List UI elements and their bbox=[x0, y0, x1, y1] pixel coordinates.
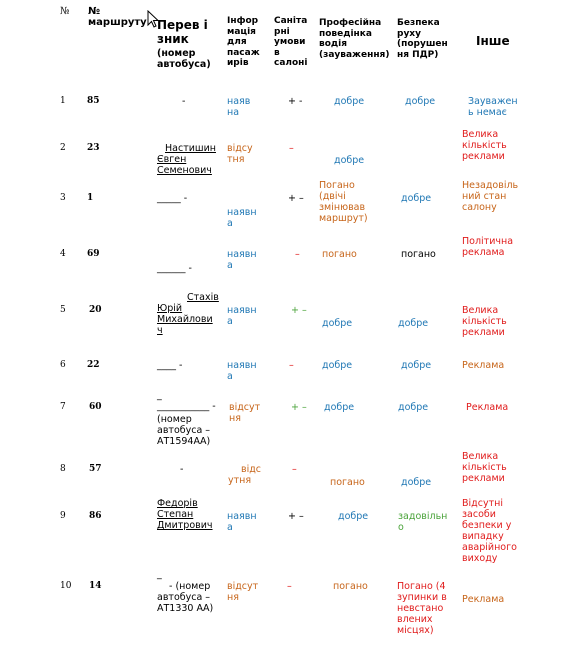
carrier: (номер автобуса – АТ1594АА) bbox=[157, 414, 211, 447]
passenger-info: наявн а bbox=[227, 207, 257, 229]
row-number: 6 bbox=[60, 360, 66, 370]
sanitary: – bbox=[287, 581, 292, 592]
header-safety: Безпека руху (порушен ня ПДР) bbox=[397, 18, 448, 60]
behavior: Погано (двічі змінював маршрут) bbox=[319, 180, 368, 224]
route-number: 23 bbox=[87, 143, 100, 153]
row-number: 5 bbox=[60, 305, 66, 315]
carrier: Стахів Юрій Михайлови ч bbox=[157, 292, 219, 336]
sanitary: – bbox=[292, 464, 297, 475]
route-number: 20 bbox=[89, 305, 102, 315]
passenger-info: наяв на bbox=[227, 96, 251, 118]
safety: погано bbox=[401, 249, 436, 260]
header-route: № маршруту bbox=[88, 6, 147, 28]
row-number: 8 bbox=[60, 464, 66, 474]
passenger-info: наявн а bbox=[227, 360, 257, 382]
behavior: добре bbox=[334, 155, 365, 166]
header-no: № bbox=[60, 6, 70, 17]
mouse-pointer-icon bbox=[147, 10, 159, 28]
passenger-info: наявн а bbox=[227, 249, 257, 271]
behavior: добре bbox=[322, 360, 353, 371]
route-number: 22 bbox=[87, 360, 100, 370]
route-number: 14 bbox=[89, 581, 102, 591]
other: Незадовіль ний стан салону bbox=[462, 180, 519, 213]
sanitary: + – bbox=[291, 402, 307, 413]
carrier: Настишин Євген Семенович bbox=[157, 143, 216, 176]
behavior: добре bbox=[338, 511, 369, 522]
row-number: 10 bbox=[60, 581, 72, 591]
route-number: 1 bbox=[87, 193, 94, 203]
passenger-info: відс утня bbox=[228, 464, 262, 486]
carrier-line: _ bbox=[157, 569, 162, 580]
other: Відсутні засоби безпеки у випадку аварійного виходу bbox=[462, 498, 517, 564]
route-number: 57 bbox=[89, 464, 102, 474]
other: Велика кількість реклами bbox=[462, 451, 507, 484]
header-other: Інше bbox=[476, 34, 510, 48]
carrier-line: _ ___________ - bbox=[157, 390, 216, 412]
passenger-info: відсут ня bbox=[227, 581, 259, 603]
row-number: 3 bbox=[60, 193, 66, 203]
behavior: погано bbox=[322, 249, 357, 260]
row-number: 9 bbox=[60, 511, 66, 521]
sanitary: + - bbox=[288, 96, 303, 107]
behavior: погано bbox=[333, 581, 368, 592]
other: Політична реклама bbox=[462, 236, 514, 258]
other: Реклама bbox=[462, 594, 505, 605]
sanitary: + – bbox=[288, 511, 304, 522]
passenger-info: відсу тня bbox=[227, 143, 253, 165]
other: Реклама bbox=[462, 360, 505, 371]
safety: задовільн о bbox=[398, 511, 448, 533]
route-number: 85 bbox=[87, 96, 100, 106]
route-number: 60 bbox=[89, 402, 102, 412]
passenger-info: відсут ня bbox=[229, 402, 261, 424]
route-number: 69 bbox=[87, 249, 100, 259]
safety: добре bbox=[398, 402, 429, 413]
passenger-info: наявн а bbox=[227, 511, 257, 533]
carrier: _____ - bbox=[157, 193, 188, 204]
row-number: 2 bbox=[60, 143, 66, 153]
safety: добре bbox=[401, 477, 432, 488]
header-carrier: Перев і зник bbox=[157, 18, 208, 46]
carrier: Федорів Степан Дмитрович bbox=[157, 498, 213, 531]
safety: Погано (4 зупинки в невстано влених місцях) bbox=[397, 581, 447, 636]
carrier: - bbox=[182, 96, 186, 107]
passenger-info: наявн а bbox=[227, 305, 257, 327]
sanitary: – bbox=[289, 143, 294, 154]
safety: добре bbox=[398, 318, 429, 329]
carrier: - bbox=[180, 464, 184, 475]
row-number: 7 bbox=[60, 402, 66, 412]
behavior: добре bbox=[324, 402, 355, 413]
sanitary: – bbox=[289, 360, 294, 371]
carrier: - (номер автобуса – АТ1330 АА) bbox=[157, 581, 214, 614]
sanitary: + – bbox=[288, 193, 304, 204]
row-number: 4 bbox=[60, 249, 66, 259]
carrier: ______ - bbox=[157, 263, 192, 274]
header-carrier-sub: (номер автобуса) bbox=[157, 48, 211, 70]
behavior: добре bbox=[322, 318, 353, 329]
header-info: Інфор мація для пасаж ирів bbox=[227, 16, 260, 68]
sanitary: + – bbox=[291, 305, 307, 316]
safety: добре bbox=[401, 360, 432, 371]
other: Реклама bbox=[466, 402, 509, 413]
header-behavior: Професійна поведінка водія (зауваження) bbox=[319, 18, 390, 60]
row-number: 1 bbox=[60, 96, 66, 106]
header-sanitary: Саніта рні умови в салоні bbox=[274, 16, 308, 68]
behavior: добре bbox=[334, 96, 365, 107]
route-number: 86 bbox=[89, 511, 102, 521]
safety: добре bbox=[401, 193, 432, 204]
safety: добре bbox=[405, 96, 436, 107]
other: Зауважен ь немає bbox=[468, 96, 518, 118]
sanitary: – bbox=[295, 249, 300, 260]
other: Велика кількість реклами bbox=[462, 305, 507, 338]
behavior: погано bbox=[330, 477, 365, 488]
other: Велика кількість реклами bbox=[462, 129, 507, 162]
carrier: ____ - bbox=[157, 360, 183, 371]
